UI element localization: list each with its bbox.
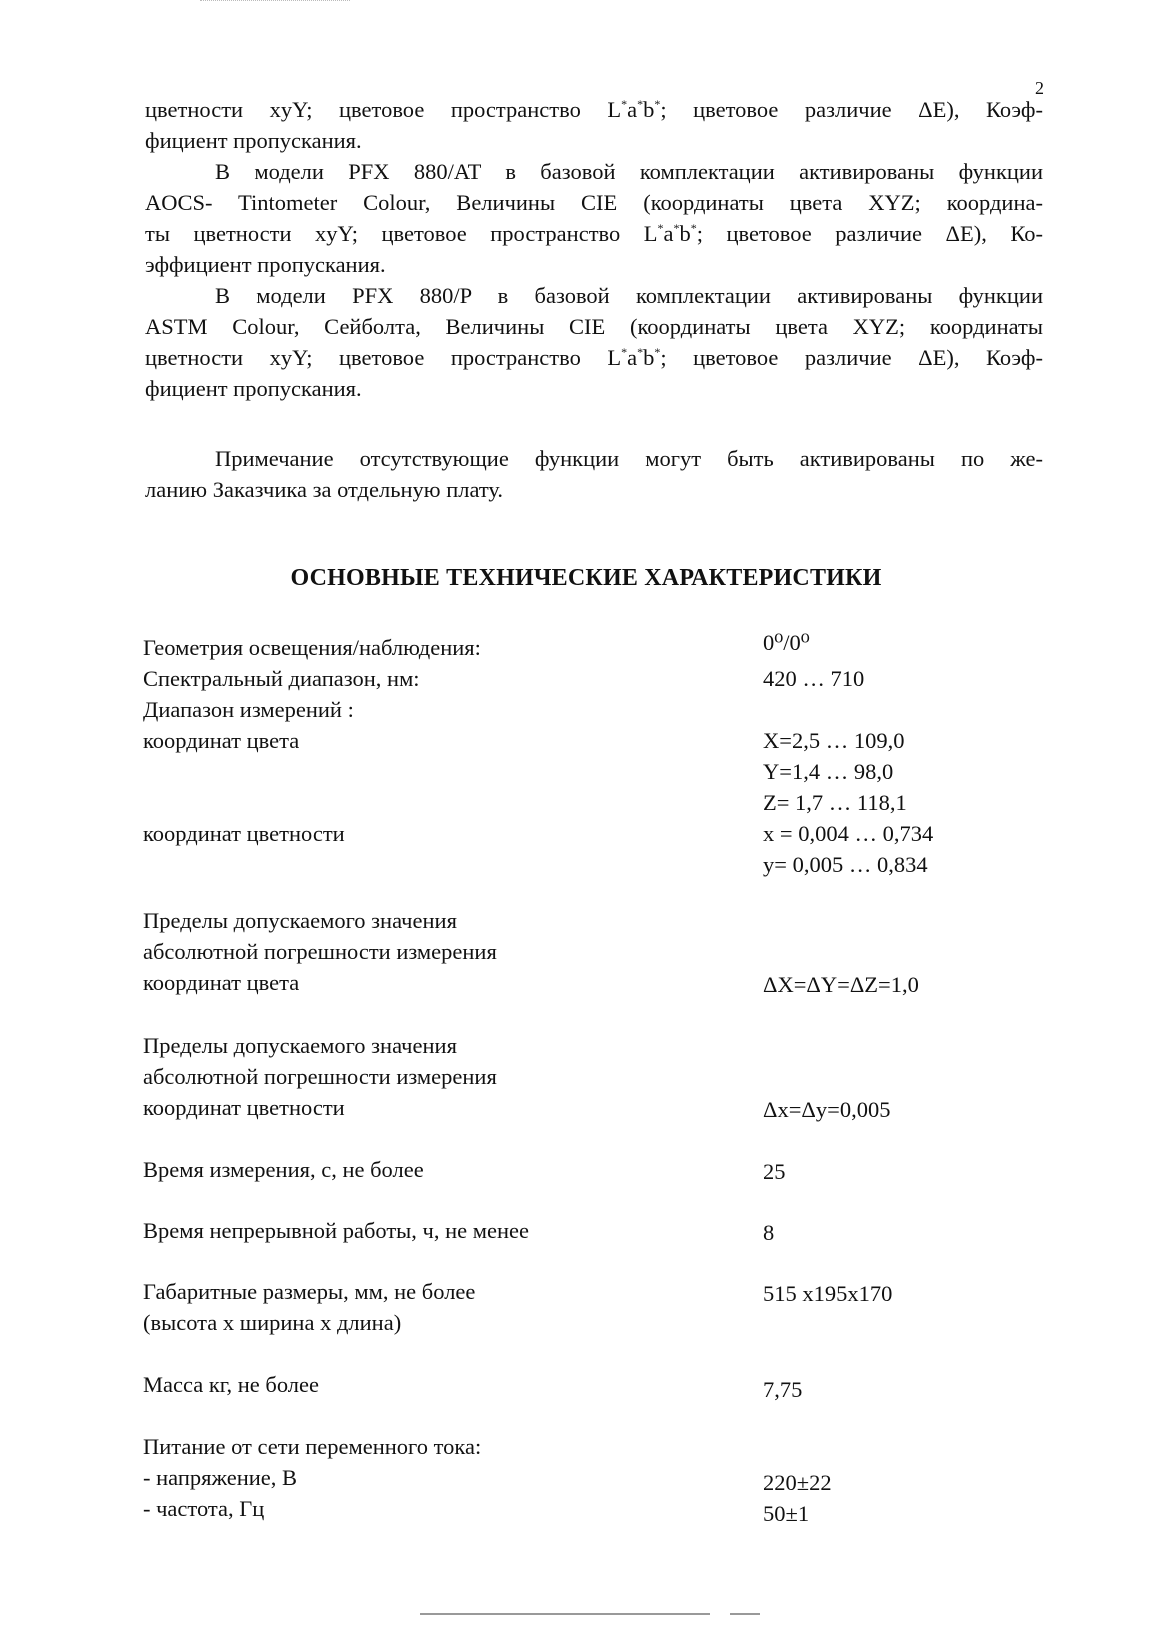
text-line-content: В модели PFX 880/P в базовой комплектации активированы функции (215, 283, 1043, 308)
text-line: ты цветности xyY; цветовое пространство L*a*b*; цветовое различие ΔE), Ко- (145, 221, 1043, 246)
text-line (145, 94, 1043, 125)
text-line: ланию Заказчика за отдельную плату. (145, 477, 504, 502)
intro-continuation (145, 94, 1043, 156)
text-line-content: цветности xyY; цветовое пространство L*a*b*; цветовое различие ΔE), Коэф- (145, 97, 1043, 122)
spec-label-color-error-line1: Пределы допускаемого значения (143, 908, 457, 933)
spec-value-continuous-operation: 8 (763, 1220, 775, 1245)
spec-value-measurement-time: 25 (763, 1159, 786, 1184)
text-line: ASTM Colour, Сейболта, Величины CIE (координаты цвета XYZ; координаты (145, 314, 1043, 339)
spec-label-measurement-time: Время измерения, с, не более (143, 1157, 424, 1182)
scan-artifact-top (200, 0, 350, 3)
spec-label-chromaticity: координат цветности (143, 821, 345, 846)
paragraph-pfx-880-p (145, 280, 1043, 404)
section-heading: ОСНОВНЫЕ ТЕХНИЧЕСКИЕ ХАРАКТЕРИСТИКИ (290, 565, 882, 591)
spec-label-measurement-range: Диапазон измерений : (143, 697, 354, 722)
spec-value-chromaticity-x: x = 0,004 … 0,734 (763, 821, 934, 846)
spec-value-color-z: Z= 1,7 … 118,1 (763, 790, 907, 815)
text-line-content: В модели PFX 880/AT в базовой комплектации активированы функции (215, 159, 1043, 184)
text-line (145, 280, 1043, 311)
spec-label-mass: Масса кг, не более (143, 1372, 319, 1397)
spec-label-dimensions-line1: Габаритные размеры, мм, не более (143, 1279, 476, 1304)
spec-label-spectral-range: Спектральный диапазон, нм: (143, 666, 420, 691)
spec-label-color-error-line3: координат цвета (143, 970, 300, 995)
spec-label-color-error-line2: абсолютной погрешности измерения (143, 939, 497, 964)
spec-label-chroma-error-line2: абсолютной погрешности измерения (143, 1064, 497, 1089)
text-line (145, 443, 1043, 474)
spec-value-power-voltage: 220±22 (763, 1470, 832, 1495)
spec-label-power-line1: Питание от сети переменного тока: (143, 1434, 482, 1459)
spec-value-dimensions: 515 x195x170 (763, 1281, 893, 1306)
note-paragraph (145, 443, 1043, 505)
spec-label-power-voltage: - напряжение, В (143, 1465, 298, 1490)
text-line-content: Примечание отсутствующие функции могут быть активированы по же- (215, 446, 1043, 471)
spec-value-color-x: X=2,5 … 109,0 (763, 728, 905, 753)
text-line: фициент пропускания. (145, 128, 362, 153)
spec-value-geometry: 0⁰/0⁰ (763, 630, 810, 655)
spec-label-chroma-error-line3: координат цветности (143, 1095, 345, 1120)
text-line: фициент пропускания. (145, 376, 362, 401)
spec-label-color-coords: координат цвета (143, 728, 300, 753)
text-line: цветности xyY; цветовое пространство L*a*b*; цветовое различие ΔE), Коэф- (145, 345, 1043, 370)
spec-value-color-y: Y=1,4 … 98,0 (763, 759, 894, 784)
spec-label-dimensions-line2: (высота х ширина х длина) (143, 1310, 402, 1335)
text-line: эффициент пропускания. (145, 252, 386, 277)
spec-label-geometry: Геометрия освещения/наблюдения: (143, 635, 481, 660)
spec-label-power-frequency: - частота, Гц (143, 1496, 265, 1521)
spec-value-color-error: ΔX=ΔY=ΔZ=1,0 (763, 972, 919, 997)
spec-label-chroma-error-line1: Пределы допускаемого значения (143, 1033, 457, 1058)
spec-value-mass: 7,75 (763, 1377, 803, 1402)
text-line: AOCS- Tintometer Colour, Величины CIE (координаты цвета XYZ; координа- (145, 190, 1043, 215)
page-number: 2 (1035, 78, 1044, 98)
spec-value-power-frequency: 50±1 (763, 1501, 810, 1526)
paragraph-pfx-880-at (145, 156, 1043, 280)
spec-value-chroma-error: Δx=Δy=0,005 (763, 1097, 891, 1122)
text-line (145, 156, 1043, 187)
spec-value-chromaticity-y: y= 0,005 … 0,834 (763, 852, 928, 877)
scan-artifact-bottom-line (420, 1613, 710, 1615)
spec-value-spectral-range: 420 … 710 (763, 666, 865, 691)
spec-label-continuous-operation: Время непрерывной работы, ч, не менее (143, 1218, 530, 1243)
scan-artifact-bottom-line (730, 1613, 760, 1615)
